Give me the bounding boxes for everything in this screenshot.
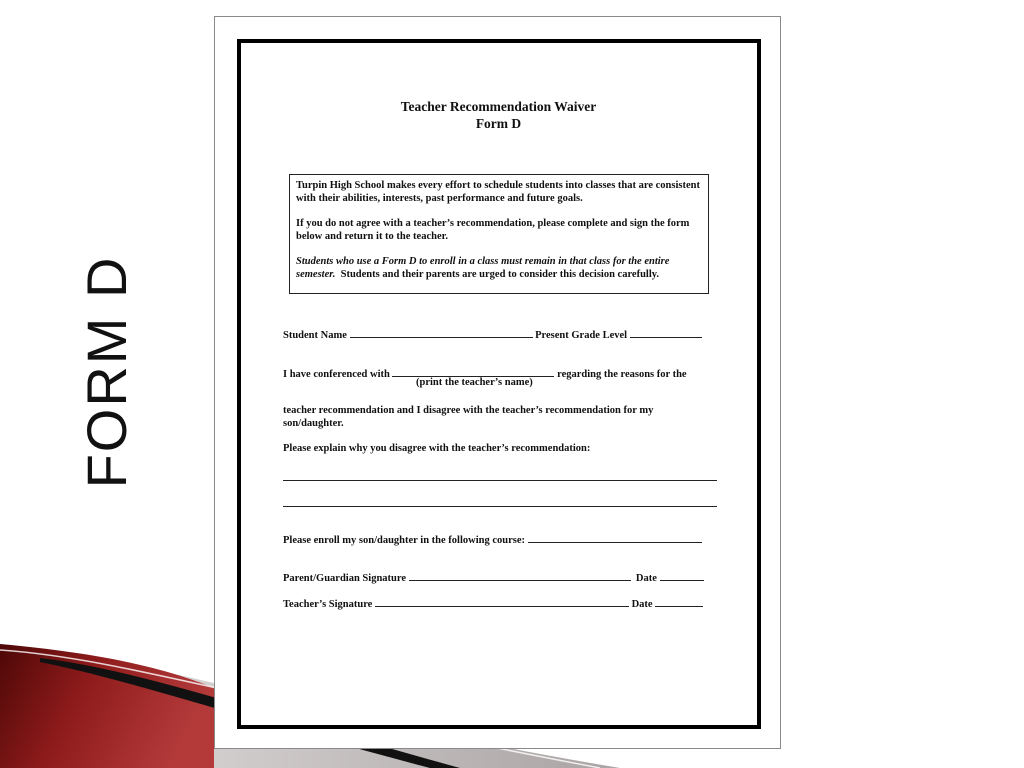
notice-paragraph: If you do not agree with a teacher’s recommendation, please complete and sign the form below and return it to the teacher. (296, 218, 690, 242)
notice-text: Students and their parents are urged to consider this decision carefully. (340, 269, 660, 280)
teacher-date-field[interactable] (655, 596, 703, 607)
grade-level-label: Present Grade Level (535, 330, 628, 341)
notice-box (289, 174, 709, 294)
date-label: Date (635, 573, 657, 584)
regarding-label: regarding the reasons for the (557, 369, 687, 380)
notice-italic-text: Students who use a Form D to enroll in a class must remain in that class for the entire semester. (296, 256, 670, 280)
form-title: Teacher Recommendation Waiver (400, 99, 597, 114)
notice-paragraph: Turpin High School makes every effort to schedule students into classes that are consistent with their abilities, interests, past performance and future goals. (296, 180, 700, 204)
parent-signature-label: Parent/Guardian Signature (283, 573, 407, 584)
teacher-name-field[interactable] (392, 366, 554, 377)
conferenced-label: I have conferenced with (283, 369, 390, 380)
grade-level-field[interactable] (630, 327, 702, 338)
course-field[interactable] (528, 532, 702, 543)
teacher-signature-row (283, 596, 703, 611)
teacher-name-caption: (print the teacher’s name) (416, 377, 533, 388)
enroll-label: Please enroll my son/daughter in the following course: (283, 535, 525, 546)
teacher-signature-label: Teacher’s Signature (283, 599, 373, 610)
disagree-statement: teacher recommendation and I disagree with the teacher’s recommendation for my son/daughter. (283, 405, 654, 429)
notice-paragraph (296, 255, 702, 281)
student-name-field[interactable] (350, 327, 533, 338)
parent-date-field[interactable] (660, 570, 704, 581)
swoosh-red-band (0, 644, 214, 768)
explain-line[interactable] (283, 480, 717, 481)
date-label: Date (631, 599, 653, 610)
explain-label: Please explain why you disagree with the teacher’s recommendation: (283, 443, 591, 454)
parent-signature-row (283, 570, 704, 585)
parent-signature-field[interactable] (409, 570, 631, 581)
slide-title: FORM D (75, 255, 138, 489)
explain-line[interactable] (283, 506, 717, 507)
teacher-signature-field[interactable] (375, 596, 629, 607)
form-page (214, 16, 781, 749)
form-subtitle: Form D (475, 116, 522, 131)
student-row (283, 327, 702, 342)
student-name-label: Student Name (283, 330, 347, 341)
enroll-row (283, 532, 702, 547)
